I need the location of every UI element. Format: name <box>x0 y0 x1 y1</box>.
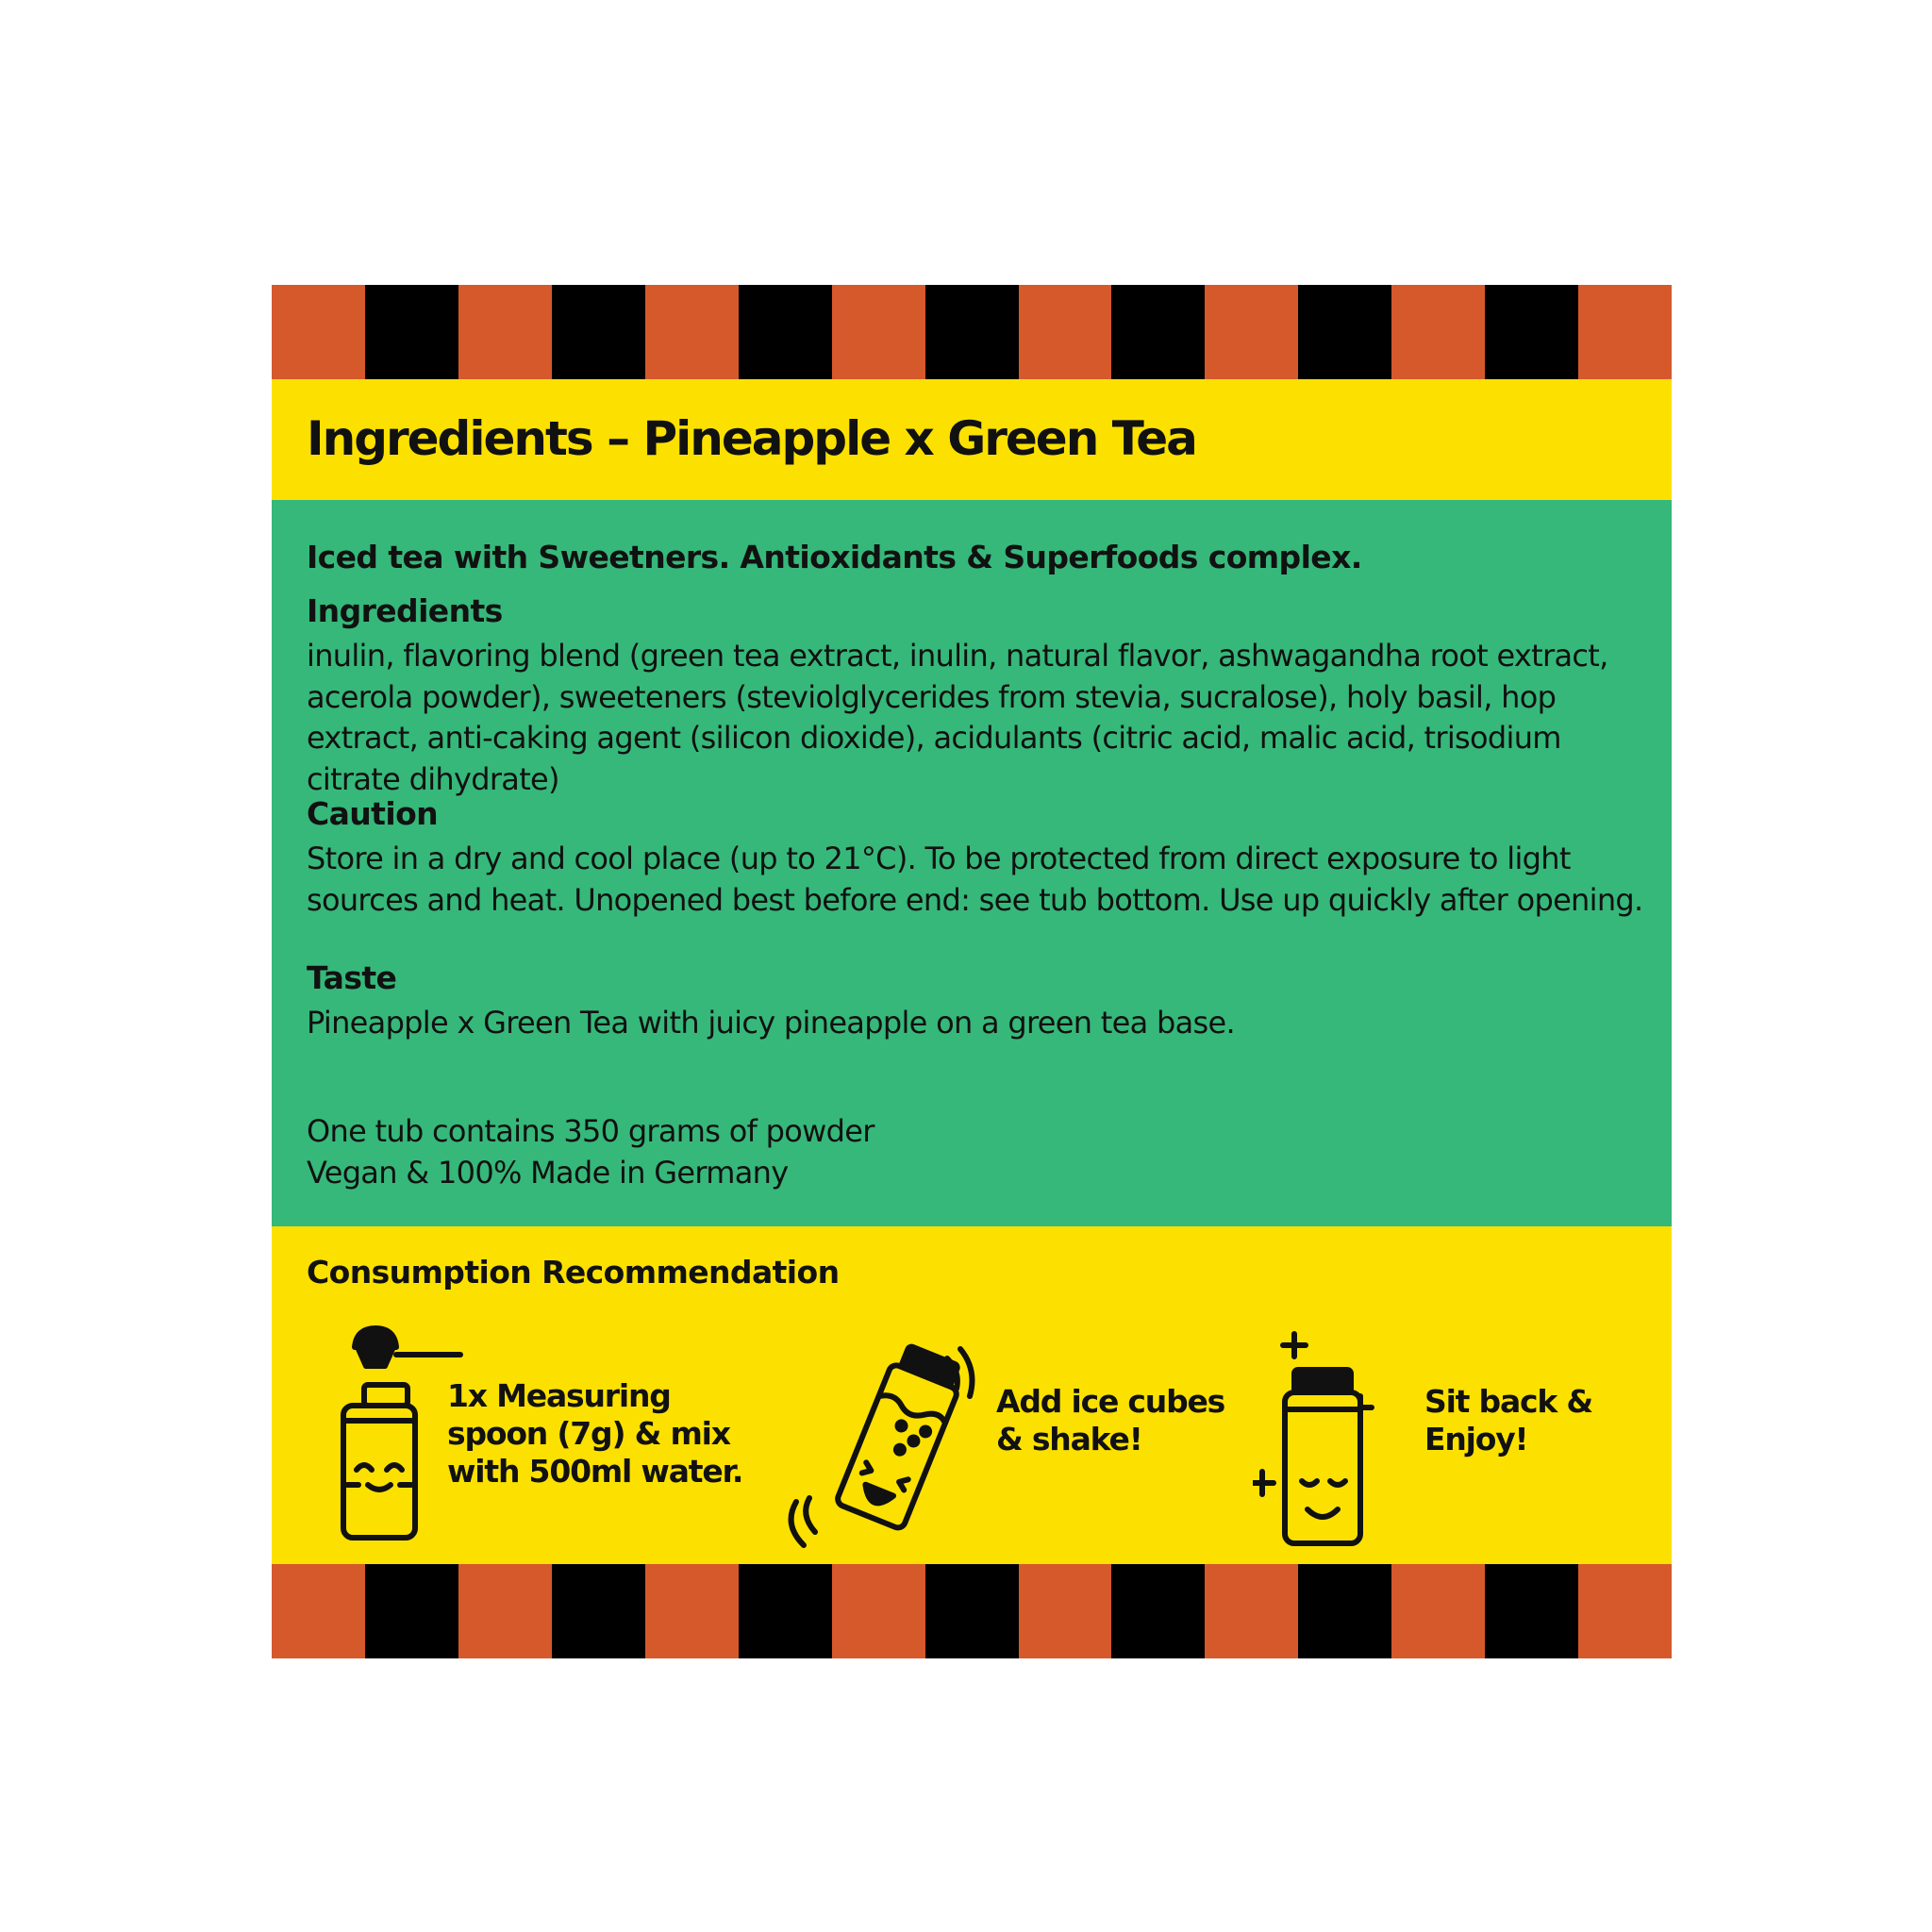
stripe-block <box>552 285 645 379</box>
caution-text: Store in a dry and cool place (up to 21°C). To be protected from direct exposure to light sources and heat. Unopened best before end: see tub bottom. Use up quickly after opening. <box>307 841 1643 918</box>
shaking-bottle-icon <box>781 1340 989 1557</box>
stripe-block <box>1111 1564 1205 1658</box>
product-facts <box>307 1111 1646 1193</box>
bottom-stripe-border <box>272 1564 1672 1658</box>
page-title: Ingredients – Pineapple x Green Tea <box>307 411 1196 466</box>
stripe-block <box>1019 1564 1112 1658</box>
stripe-block <box>1485 1564 1578 1658</box>
stripe-block <box>1205 1564 1298 1658</box>
stripe-block <box>458 285 552 379</box>
stripe-block <box>1485 285 1578 379</box>
consumption-panel <box>272 1226 1672 1564</box>
tub-contents-line: One tub contains 350 grams of powder <box>307 1113 874 1149</box>
stripe-block <box>739 285 832 379</box>
stripe-block <box>1578 285 1672 379</box>
stripe-block <box>365 1564 458 1658</box>
caution-heading: Caution <box>307 795 439 832</box>
stripe-block <box>739 1564 832 1658</box>
step-2-label: Add ice cubes & shake! <box>996 1383 1225 1457</box>
stripe-block <box>1019 285 1112 379</box>
title-band <box>272 379 1672 500</box>
stripe-block <box>1111 285 1205 379</box>
stripe-block <box>1298 1564 1391 1658</box>
stripe-block <box>1298 285 1391 379</box>
stripe-block <box>1391 1564 1485 1658</box>
consumption-title: Consumption Recommendation <box>307 1254 840 1291</box>
stripe-block <box>645 285 739 379</box>
stripe-block <box>1391 285 1485 379</box>
product-subtitle: Iced tea with Sweetners. Antioxidants & Superfoods complex. <box>307 539 1362 575</box>
stripe-block <box>365 285 458 379</box>
top-stripe-border <box>272 285 1672 379</box>
taste-heading: Taste <box>307 959 397 996</box>
vegan-origin-line: Vegan & 100% Made in Germany <box>307 1154 789 1191</box>
ingredients-panel <box>272 500 1672 1226</box>
stripe-block <box>458 1564 552 1658</box>
step-3-label: Sit back & Enjoy! <box>1424 1383 1593 1457</box>
stripe-block <box>272 285 365 379</box>
happy-bottle-sparkles-icon <box>1253 1330 1385 1547</box>
stripe-block <box>925 285 1019 379</box>
taste-text: Pineapple x Green Tea with juicy pineapple on a green tea base. <box>307 1005 1235 1041</box>
nutrition-card <box>272 285 1672 1658</box>
stripe-block <box>1578 1564 1672 1658</box>
ingredients-heading: Ingredients <box>307 592 503 629</box>
stripe-block <box>832 285 925 379</box>
ingredients-text: inulin, flavoring blend (green tea extract, inulin, natural flavor, ashwagandha root extract, acerola powder), sweeteners (steviolglycerides from stevia, sucralose), holy basil, hop extract, anti-caking agent (silicon dioxide), acidulants (citric acid, malic acid, trisodium citrate dihydrate) <box>307 638 1608 797</box>
step-1-label: 1x Measuring spoon (7g) & mix with 500ml water. <box>447 1377 743 1490</box>
stripe-block <box>1205 285 1298 379</box>
stripe-block <box>272 1564 365 1658</box>
stripe-block <box>925 1564 1019 1658</box>
stripe-block <box>552 1564 645 1658</box>
stripe-block <box>832 1564 925 1658</box>
stripe-block <box>645 1564 739 1658</box>
